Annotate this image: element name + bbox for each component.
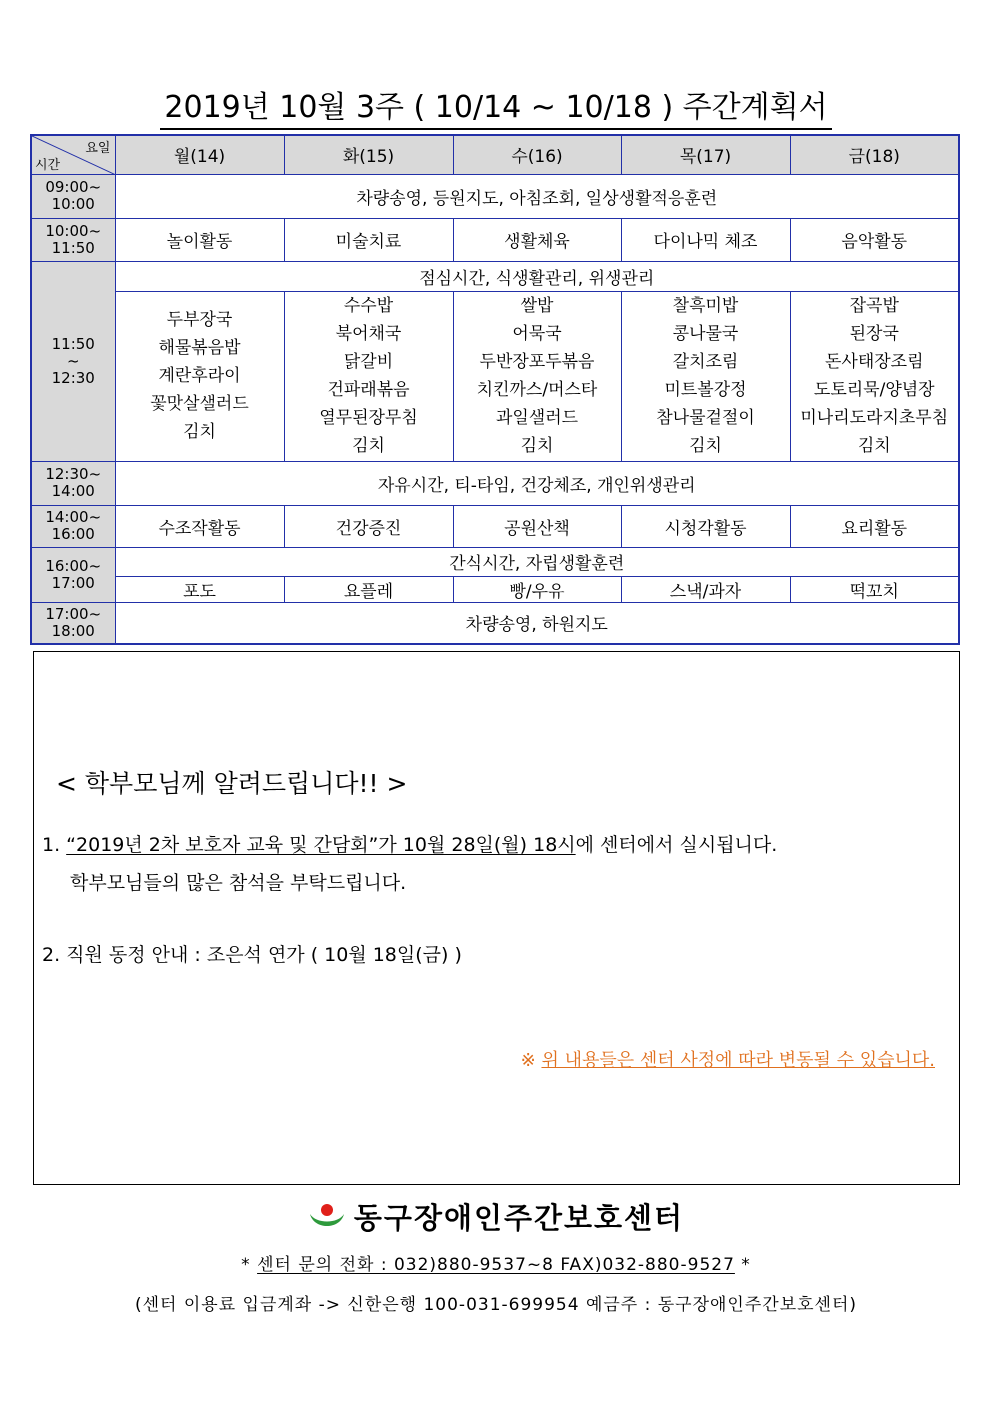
- day-header: 금(18): [790, 135, 959, 174]
- corner-day-label: 요일: [85, 141, 111, 156]
- header-row: [31, 135, 959, 174]
- time-cell: 16:00~ 17:00: [31, 547, 115, 602]
- time-cell: 17:00~ 18:00: [31, 602, 115, 644]
- time-cell: 14:00~ 16:00: [31, 505, 115, 547]
- menu-cell: 찰흑미밥 콩나물국 갈치조림 미트볼강정 참나물겉절이 김치: [621, 291, 790, 461]
- time-cell: 12:30~ 14:00: [31, 461, 115, 505]
- center-logo: [0, 1196, 992, 1238]
- notice-item-1-line-2: 학부모님들의 많은 참석을 부탁드립니다.: [70, 872, 407, 894]
- notice-item-1: 1. “2019년 2차 보호자 교육 및 간담회”가 10월 28일(월) 18시에 센터에서 실시됩니다.: [42, 834, 778, 856]
- schedule-row: [31, 547, 959, 576]
- activity-cell: 점심시간, 식생활관리, 위생관리: [115, 261, 959, 291]
- snack-cell: 포도: [115, 576, 284, 602]
- menu-row: [31, 291, 959, 461]
- center-logo-icon: [308, 1200, 346, 1234]
- schedule-row: [31, 505, 959, 547]
- schedule-row: [31, 261, 959, 291]
- center-name: 동구장애인주간보호센터: [353, 1201, 685, 1235]
- contact-line: * 센터 문의 전화 : 032)880-9537~8 FAX)032-880-9527 *: [241, 1255, 751, 1275]
- activity-cell: 자유시간, 티-타임, 건강체조, 개인위생관리: [115, 461, 959, 505]
- contact-phone: 센터 문의 전화 : 032)880-9537~8 FAX)032-880-9527: [257, 1255, 735, 1275]
- corner-cell: [31, 135, 115, 174]
- snack-cell: 요플레: [284, 576, 453, 602]
- notice-heading: < 학부모님께 알려드립니다!! >: [56, 769, 408, 798]
- day-header: 수(16): [453, 135, 621, 174]
- menu-cell: 잡곡밥 된장국 돈사태장조림 도토리묵/양념장 미나리도라지초무침 김치: [790, 291, 959, 461]
- notice-item-1-highlight: “2019년 2차 보호자 교육 및 간담회”가 10월 28일(월) 18시: [66, 834, 576, 856]
- activity-cell: 수조작활동: [115, 505, 284, 547]
- change-notice: ※ 위 내용들은 센터 사정에 따라 변동될 수 있습니다.: [520, 1050, 935, 1071]
- activity-cell: 다이나믹 체조: [621, 218, 790, 261]
- activity-cell: 건강증진: [284, 505, 453, 547]
- menu-cell: 수수밥 북어채국 닭갈비 건파래볶음 열무된장무침 김치: [284, 291, 453, 461]
- menu-cell: 쌀밥 어묵국 두반장포두볶음 치킨까스/머스타 과일샐러드 김치: [453, 291, 621, 461]
- snack-row: [31, 576, 959, 602]
- weekly-schedule-table: [30, 134, 960, 645]
- page-title: 2019년 10월 3주 ( 10/14 ~ 10/18 ) 주간계획서: [0, 88, 992, 130]
- schedule-row: [31, 218, 959, 261]
- activity-cell: 차량송영, 하원지도: [115, 602, 959, 644]
- time-cell: 11:50 ~ 12:30: [31, 261, 115, 461]
- snack-cell: 스낵/과자: [621, 576, 790, 602]
- time-cell: 10:00~ 11:50: [31, 218, 115, 261]
- menu-cell: 두부장국 해물볶음밥 계란후라이 꽃맛살샐러드 김치: [115, 291, 284, 461]
- notice-box: [33, 651, 960, 1185]
- schedule-row: [31, 461, 959, 505]
- snack-cell: 빵/우유: [453, 576, 621, 602]
- activity-cell: 생활체육: [453, 218, 621, 261]
- activity-cell: 간식시간, 자립생활훈련: [115, 547, 959, 576]
- snack-cell: 떡꼬치: [790, 576, 959, 602]
- activity-cell: 음악활동: [790, 218, 959, 261]
- activity-cell: 놀이활동: [115, 218, 284, 261]
- activity-cell: 미술치료: [284, 218, 453, 261]
- activity-cell: 공원산책: [453, 505, 621, 547]
- activity-cell: 요리활동: [790, 505, 959, 547]
- activity-cell: 시청각활동: [621, 505, 790, 547]
- corner-time-label: 시간: [35, 157, 61, 173]
- day-header: 월(14): [115, 135, 284, 174]
- notice-item-2: 2. 직원 동정 안내 : 조은석 연가 ( 10월 18일(금) ): [42, 944, 462, 966]
- bank-account-line: (센터 이용료 입금계좌 -> 신한은행 100-031-699954 예금주 : 동구장애인주간보호센터): [134, 1295, 858, 1315]
- schedule-row: [31, 174, 959, 218]
- time-cell: 09:00~ 10:00: [31, 174, 115, 218]
- schedule-row: [31, 602, 959, 644]
- day-header: 화(15): [284, 135, 453, 174]
- activity-cell: 차량송영, 등원지도, 아침조회, 일상생활적응훈련: [115, 174, 959, 218]
- day-header: 목(17): [621, 135, 790, 174]
